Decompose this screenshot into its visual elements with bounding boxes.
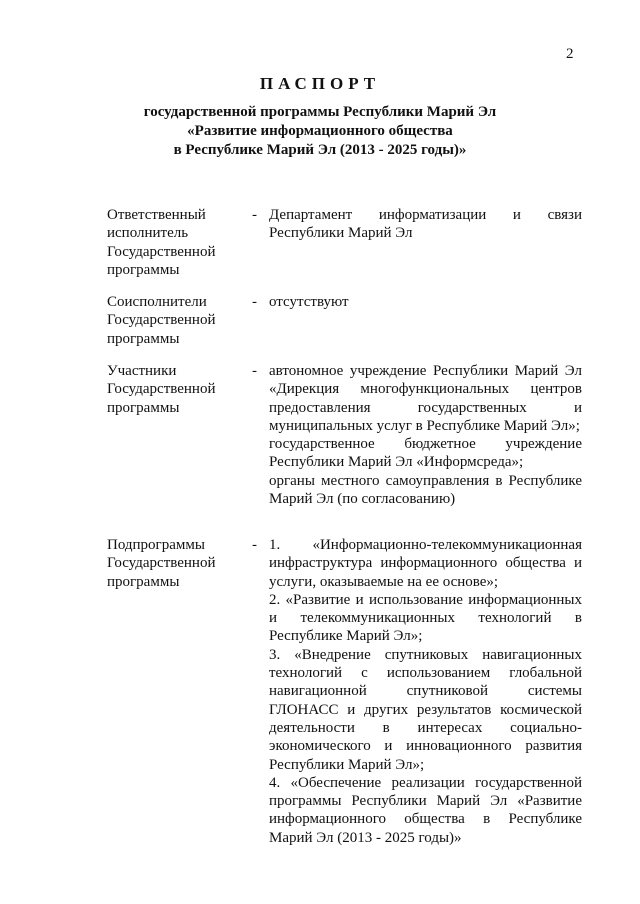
row-dash: -	[252, 363, 257, 379]
subtitle-line: государственной программы Республики Марий Эл	[143, 104, 497, 120]
row-label-line: Соисполнители	[107, 294, 207, 310]
row-paragraph: Департамент информатизации и связи Республики Марий Эл	[269, 207, 582, 242]
row-label-line: Ответственный	[107, 207, 206, 223]
row-paragraph: 1. «Информационно-телекоммуникационная инфраструктура информационного общества и услуги, оказываемые на ее основе»;	[269, 537, 582, 590]
row-label-line: Государственной	[107, 381, 216, 398]
row-paragraph: отсутствуют	[269, 294, 349, 310]
document-title: ПАСПОРТ	[259, 74, 381, 93]
row-label	[107, 362, 237, 417]
row-label	[107, 293, 237, 348]
row-label	[107, 206, 237, 279]
row-value	[269, 293, 582, 311]
row-value	[269, 536, 582, 847]
row-label-line: исполнитель	[107, 225, 189, 242]
row-paragraph: автономное учреждение Республики Марий Эл «Дирекция многофункциональных центров предоставления государственных и муниципальных услуг в Республике Марий Эл»;	[269, 363, 582, 434]
row-label-line: программы	[107, 261, 180, 278]
row-label-line: программы	[107, 330, 180, 347]
row-label-line: Участники	[107, 363, 177, 379]
subtitle-line: в Республике Марий Эл (2013 - 2025 годы)»	[173, 142, 467, 158]
row-value	[269, 362, 582, 508]
row-paragraph: органы местного самоуправления в Республике Марий Эл (по согласованию)	[269, 472, 582, 508]
row-paragraph: 2. «Развитие и использование информационных и телекоммуникационных технологий в Республике Марий Эл»;	[269, 591, 582, 645]
row-label-line: Подпрограммы	[107, 537, 205, 553]
row-dash: -	[252, 207, 257, 223]
subtitle-line: «Развитие информационного общества	[187, 123, 453, 139]
row-label-line: программы	[107, 573, 180, 590]
row-label-line: программы	[107, 399, 180, 416]
row-dash: -	[252, 537, 257, 553]
row-label-line: Государственной	[107, 312, 216, 329]
row-label	[107, 536, 237, 591]
row-value	[269, 206, 582, 243]
row-paragraph: 4. «Обеспечение реализации государственной программы Республики Марий Эл «Развитие информационного общества в Республике Марий Эл (2013 - 2025 годы)»	[269, 774, 582, 846]
page-number: 2	[566, 46, 574, 62]
row-dash: -	[252, 294, 257, 310]
row-paragraph: 3. «Внедрение спутниковых навигационных технологий с использованием глобальной навигационной спутниковой системы ГЛОНАСС и других результатов космической деятельности в интересах социально-экономического и инновационного развития Республики Марий Эл»;	[269, 646, 582, 773]
row-paragraph: государственное бюджетное учреждение Республики Марий Эл «Информсреда»;	[269, 436, 582, 471]
row-label-line: Государственной	[107, 243, 216, 260]
document-subtitle	[0, 103, 640, 160]
row-label-line: Государственной	[107, 555, 216, 572]
